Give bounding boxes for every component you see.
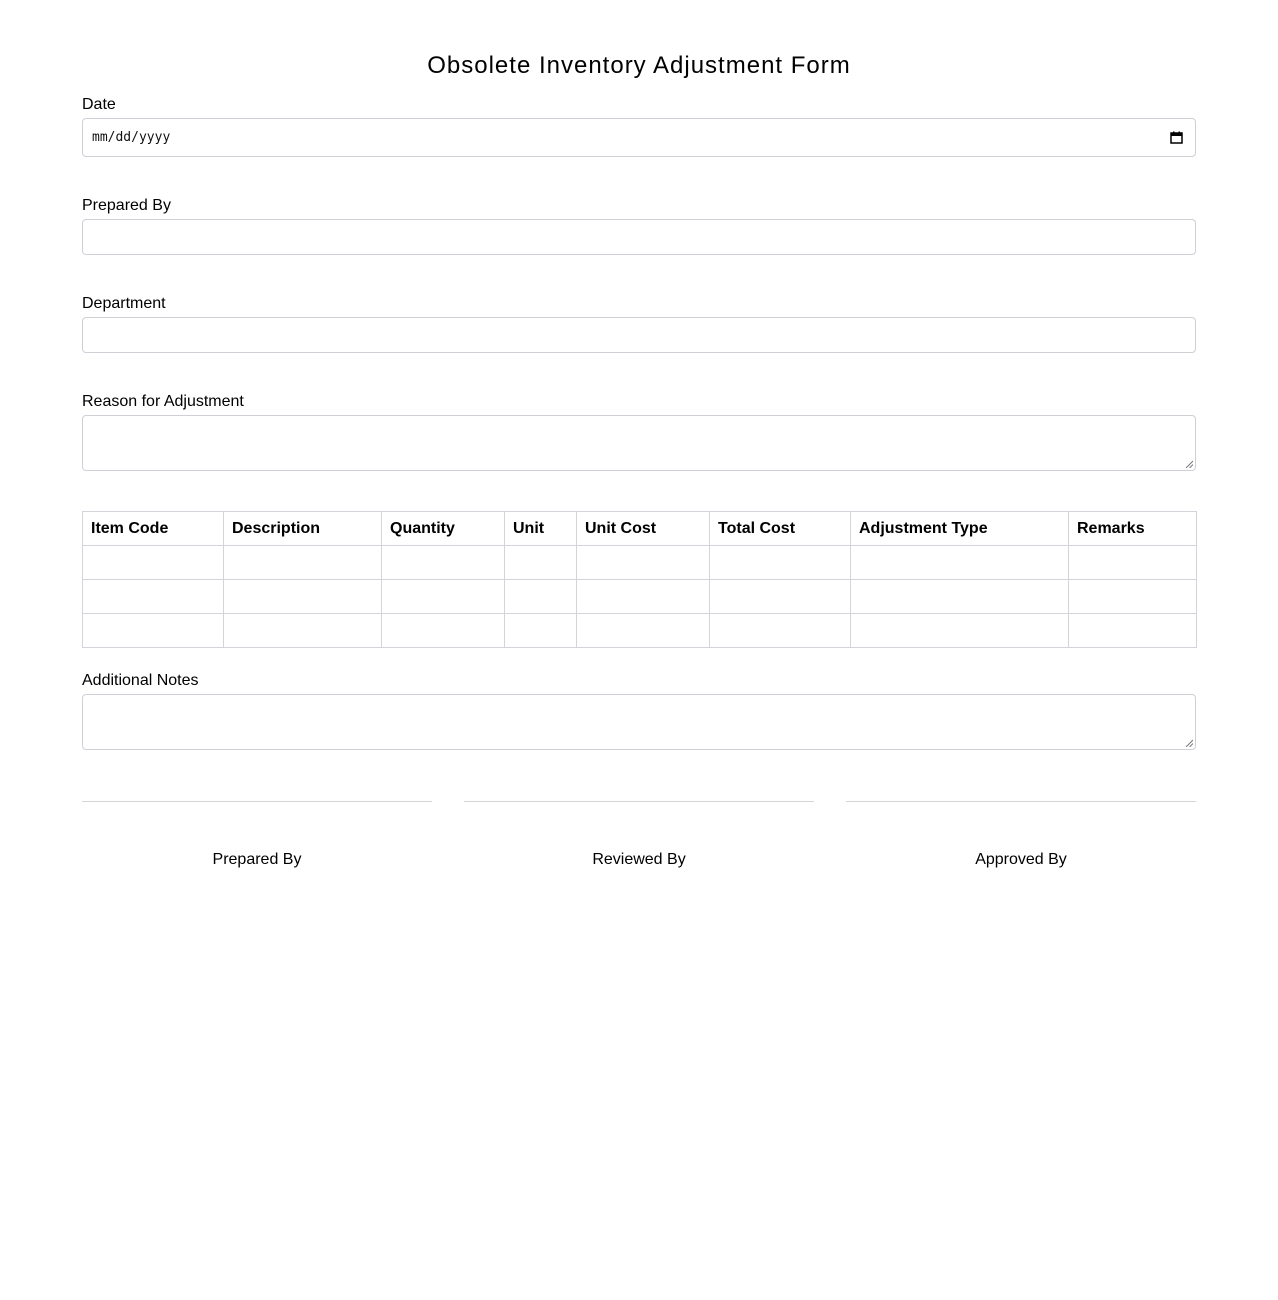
column-header: Unit Cost xyxy=(577,512,710,546)
prepared-by-label: Prepared By xyxy=(82,197,171,214)
additional-notes-label: Additional Notes xyxy=(82,672,199,689)
column-header: Item Code xyxy=(83,512,224,546)
department-input[interactable] xyxy=(82,317,1196,353)
table-row xyxy=(83,580,1197,614)
department-label: Department xyxy=(82,295,166,312)
signature-label-approved: Approved By xyxy=(975,851,1067,868)
table-cell[interactable] xyxy=(505,580,577,614)
table-cell[interactable] xyxy=(382,546,505,580)
table-cell[interactable] xyxy=(382,580,505,614)
calendar-icon[interactable] xyxy=(1170,131,1183,144)
column-header: Remarks xyxy=(1069,512,1197,546)
column-header: Adjustment Type xyxy=(851,512,1069,546)
reason-textarea[interactable] xyxy=(82,415,1196,471)
signature-line-prepared xyxy=(82,801,432,802)
table-cell[interactable] xyxy=(1069,614,1197,648)
table-cell[interactable] xyxy=(505,546,577,580)
table-cell[interactable] xyxy=(710,580,851,614)
table-cell[interactable] xyxy=(851,580,1069,614)
table-cell[interactable] xyxy=(224,580,382,614)
table-cell[interactable] xyxy=(1069,546,1197,580)
table-row xyxy=(83,546,1197,580)
date-placeholder: mm/dd/yyyy xyxy=(92,130,171,145)
column-header: Unit xyxy=(505,512,577,546)
table-cell[interactable] xyxy=(710,614,851,648)
table-header-row xyxy=(83,512,1197,546)
items-table xyxy=(82,511,1197,648)
table-cell[interactable] xyxy=(224,546,382,580)
table-cell[interactable] xyxy=(577,614,710,648)
table-cell[interactable] xyxy=(224,614,382,648)
table-row xyxy=(83,614,1197,648)
prepared-by-input[interactable] xyxy=(82,219,1196,255)
date-label: Date xyxy=(82,96,116,113)
table-cell[interactable] xyxy=(505,614,577,648)
column-header: Quantity xyxy=(382,512,505,546)
column-header: Total Cost xyxy=(710,512,851,546)
date-input[interactable] xyxy=(82,118,1196,157)
signature-line-reviewed xyxy=(464,801,814,802)
resize-handle-icon[interactable] xyxy=(1185,739,1193,747)
table-cell[interactable] xyxy=(851,546,1069,580)
resize-handle-icon[interactable] xyxy=(1185,460,1193,468)
signature-label-prepared: Prepared By xyxy=(212,851,302,868)
signature-label-reviewed: Reviewed By xyxy=(592,851,686,868)
table-cell[interactable] xyxy=(577,546,710,580)
table-cell[interactable] xyxy=(710,546,851,580)
reason-label: Reason for Adjustment xyxy=(82,393,244,410)
signature-line-approved xyxy=(846,801,1196,802)
column-header: Description xyxy=(224,512,382,546)
table-cell[interactable] xyxy=(577,580,710,614)
table-cell[interactable] xyxy=(851,614,1069,648)
table-cell[interactable] xyxy=(83,580,224,614)
table-cell[interactable] xyxy=(382,614,505,648)
page-title: Obsolete Inventory Adjustment Form xyxy=(427,52,851,79)
table-cell[interactable] xyxy=(83,546,224,580)
table-cell[interactable] xyxy=(83,614,224,648)
table-cell[interactable] xyxy=(1069,580,1197,614)
additional-notes-textarea[interactable] xyxy=(82,694,1196,750)
